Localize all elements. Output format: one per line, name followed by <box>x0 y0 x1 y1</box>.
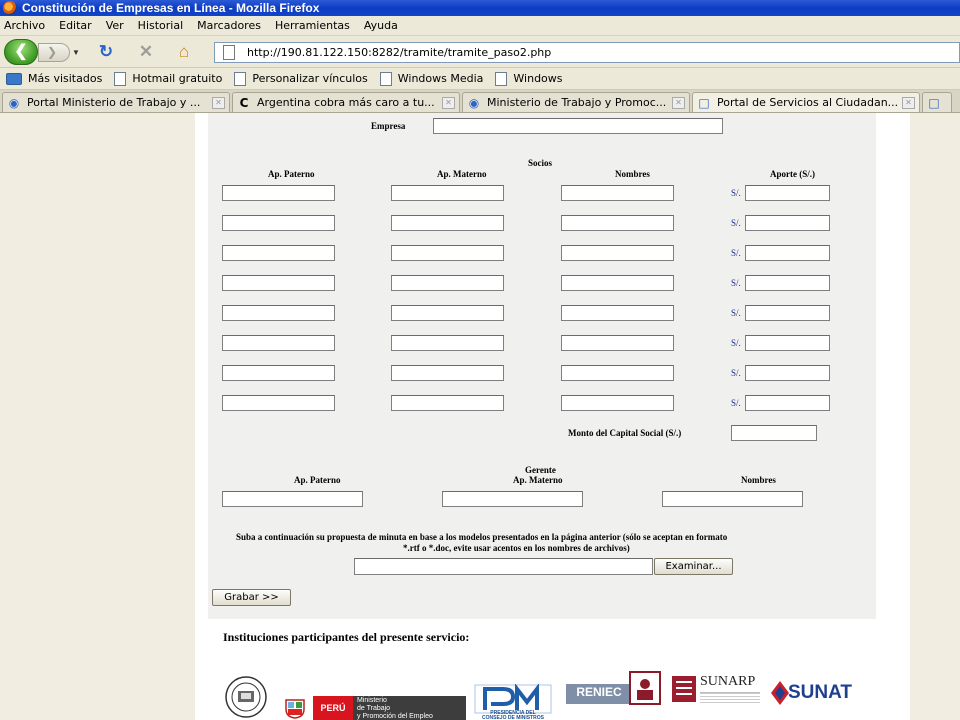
menu-herramientas[interactable]: Herramientas <box>274 19 350 32</box>
sunarp-text: SUNARP <box>700 674 756 689</box>
folder-icon <box>6 73 22 85</box>
socio-ap-paterno-input[interactable] <box>222 305 335 321</box>
menu-marcadores[interactable]: Marcadores <box>197 19 261 32</box>
firefox-icon <box>3 1 17 15</box>
socio-nombres-input[interactable] <box>561 245 674 261</box>
reniec-logo <box>566 670 662 708</box>
page-icon <box>234 72 246 86</box>
currency-label: S/. <box>731 278 741 288</box>
gerente-nombres-input[interactable] <box>662 491 803 507</box>
pcm-caption1: PRESIDENCIA DEL <box>490 710 536 716</box>
socio-nombres-input[interactable] <box>561 275 674 291</box>
menu-ayuda[interactable]: Ayuda <box>363 19 398 32</box>
globe-icon: ◉ <box>8 95 20 110</box>
socio-nombres-input[interactable] <box>561 365 674 381</box>
back-button[interactable] <box>4 39 38 65</box>
currency-label: S/. <box>731 398 741 408</box>
bookmark-label: Hotmail gratuito <box>132 72 223 85</box>
socio-nombres-input[interactable] <box>561 185 674 201</box>
browse-button[interactable]: Examinar... <box>654 558 733 575</box>
bookmark-hotmail[interactable] <box>114 72 222 86</box>
pcm-caption2: CONSEJO DE MINISTROS <box>482 715 544 720</box>
socio-aporte-input[interactable] <box>745 305 830 321</box>
globe-icon: ◉ <box>468 95 480 110</box>
tab-label: Ministerio de Trabajo y Promoc... <box>487 96 667 109</box>
window-title-bar <box>0 0 960 16</box>
sunat-logo <box>770 680 856 708</box>
save-button[interactable]: Grabar >> <box>212 589 291 606</box>
socio-ap-paterno-input[interactable] <box>222 215 335 231</box>
socios-header-aporte: Aporte (S/.) <box>770 169 815 179</box>
capital-input[interactable] <box>731 425 817 441</box>
socios-title: Socios <box>528 158 553 168</box>
socio-aporte-input[interactable] <box>745 335 830 351</box>
socio-aporte-input[interactable] <box>745 395 830 411</box>
capital-label: Monto del Capital Social (S/.) <box>568 428 682 438</box>
menu-historial[interactable]: Historial <box>137 19 184 32</box>
bookmark-label: Windows Media <box>397 72 484 85</box>
socios-header-nombres: Nombres <box>615 169 650 179</box>
tab-portal-ministerio[interactable] <box>2 92 230 112</box>
socios-header-ap-materno: Ap. Materno <box>437 169 487 179</box>
reload-icon[interactable]: ↻ <box>98 42 114 61</box>
close-icon[interactable]: ✕ <box>902 97 915 109</box>
currency-label: S/. <box>731 188 741 198</box>
page-icon <box>495 72 507 86</box>
forward-arrow-icon: ❯ <box>47 45 58 59</box>
peru-brand-logo: PERÚ <box>313 696 353 720</box>
socio-aporte-input[interactable] <box>745 245 830 261</box>
currency-label: S/. <box>731 248 741 258</box>
socio-ap-paterno-input[interactable] <box>222 185 335 201</box>
sunat-text: SUNAT <box>788 682 853 703</box>
stop-icon[interactable]: ✕ <box>138 42 154 61</box>
gerente-header-nombres: Nombres <box>741 475 776 485</box>
back-arrow-icon: ❮ <box>14 43 28 60</box>
socios-header-ap-paterno: Ap. Paterno <box>268 169 315 179</box>
sunarp-tagline <box>700 692 760 704</box>
currency-label: S/. <box>731 338 741 348</box>
socio-aporte-input[interactable] <box>745 275 830 291</box>
menu-bar <box>0 16 960 36</box>
upload-instructions-line2: *.rtf o *.doc, evite usar acentos en los nombres de archivos) <box>403 543 630 553</box>
tab-ministerio-trabajo[interactable] <box>462 92 690 112</box>
bookmark-windows-media[interactable] <box>380 72 484 86</box>
socio-nombres-input[interactable] <box>561 305 674 321</box>
bookmark-label: Windows <box>513 72 563 85</box>
file-path-input[interactable] <box>354 558 653 575</box>
bookmark-label: Personalizar vínculos <box>252 72 368 85</box>
empresa-label: Empresa <box>371 121 406 131</box>
gerente-ap-materno-input[interactable] <box>442 491 583 507</box>
close-icon[interactable]: ✕ <box>672 97 685 109</box>
socio-ap-materno-input[interactable] <box>391 215 504 231</box>
socio-ap-paterno-input[interactable] <box>222 395 335 411</box>
history-dropdown-icon[interactable]: ▼ <box>72 48 80 57</box>
pcm-logo <box>473 684 553 720</box>
currency-label: S/. <box>731 368 741 378</box>
navigation-toolbar <box>0 36 960 68</box>
gerente-ap-paterno-input[interactable] <box>222 491 363 507</box>
page-icon: □ <box>698 95 710 110</box>
menu-ver[interactable]: Ver <box>105 19 124 32</box>
peru-coat-of-arms-icon <box>282 697 308 719</box>
socio-nombres-input[interactable] <box>561 395 674 411</box>
gerente-header-ap-materno: Ap. Materno <box>513 475 563 485</box>
socio-ap-materno-input[interactable] <box>391 275 504 291</box>
socio-ap-materno-input[interactable] <box>391 395 504 411</box>
socio-nombres-input[interactable] <box>561 335 674 351</box>
currency-label: S/. <box>731 218 741 228</box>
socio-ap-paterno-input[interactable] <box>222 365 335 381</box>
page-icon: □ <box>928 95 940 110</box>
tab-strip <box>0 90 960 113</box>
tab-argentina[interactable] <box>232 92 460 112</box>
bookmarks-toolbar <box>0 68 960 90</box>
mintra-line3: y Promoción del Empleo <box>357 713 433 720</box>
close-icon[interactable]: ✕ <box>442 97 455 109</box>
mintra-line2: de Trabajo <box>357 705 391 712</box>
mintra-line1: Ministerio <box>357 697 387 704</box>
page-icon <box>114 72 126 86</box>
socio-ap-paterno-input[interactable] <box>222 335 335 351</box>
socio-ap-materno-input[interactable] <box>391 305 504 321</box>
socio-ap-paterno-input[interactable] <box>222 275 335 291</box>
gerente-header-ap-paterno: Ap. Paterno <box>294 475 341 485</box>
page-icon <box>380 72 392 86</box>
currency-label: S/. <box>731 308 741 318</box>
upload-instructions-line1: Suba a continuación su propuesta de minuta en base a los modelos presentados en la página anterior (sólo se aceptan en formato <box>236 532 728 542</box>
socio-aporte-input[interactable] <box>745 215 830 231</box>
page-icon <box>223 45 235 60</box>
socio-ap-materno-input[interactable] <box>391 365 504 381</box>
socio-ap-materno-input[interactable] <box>391 185 504 201</box>
bookmark-label: Más visitados <box>28 72 103 85</box>
menu-archivo[interactable]: Archivo <box>4 19 46 32</box>
empresa-input[interactable] <box>433 118 723 134</box>
institutions-title: Instituciones participantes del presente servicio: <box>223 630 470 644</box>
window-title: Constitución de Empresas en Línea - Mozilla Firefox <box>22 1 320 15</box>
close-icon[interactable]: ✕ <box>212 97 225 109</box>
reniec-text: RENIEC <box>576 685 622 699</box>
socio-aporte-input[interactable] <box>745 185 830 201</box>
bookmark-mas-visitados[interactable] <box>6 72 102 85</box>
tab-label: Argentina cobra más caro a tu... <box>257 96 435 109</box>
socio-ap-paterno-input[interactable] <box>222 245 335 261</box>
bookmark-personalizar[interactable] <box>234 72 367 86</box>
socio-aporte-input[interactable] <box>745 365 830 381</box>
tab-label: Portal Ministerio de Trabajo y ... <box>27 96 201 109</box>
home-icon[interactable]: ⌂ <box>178 42 190 61</box>
tab-label: Portal de Servicios al Ciudadan... <box>717 96 898 109</box>
colegio-notarios-logo <box>218 676 274 718</box>
tab-portal-servicios[interactable] <box>692 92 920 112</box>
clarin-icon: C <box>239 95 249 110</box>
url-bar[interactable] <box>214 42 960 63</box>
gerente-title: Gerente <box>525 465 556 475</box>
bookmark-windows[interactable] <box>495 72 562 86</box>
socio-nombres-input[interactable] <box>561 215 674 231</box>
socio-ap-materno-input[interactable] <box>391 245 504 261</box>
forward-button[interactable] <box>38 43 70 62</box>
url-text: http://190.81.122.150:8282/tramite/tramite_paso2.php <box>247 46 552 59</box>
tab-overflow[interactable] <box>922 92 952 112</box>
sunarp-logo <box>670 672 766 710</box>
mintra-logo <box>353 696 466 720</box>
socio-ap-materno-input[interactable] <box>391 335 504 351</box>
menu-editar[interactable]: Editar <box>59 19 92 32</box>
